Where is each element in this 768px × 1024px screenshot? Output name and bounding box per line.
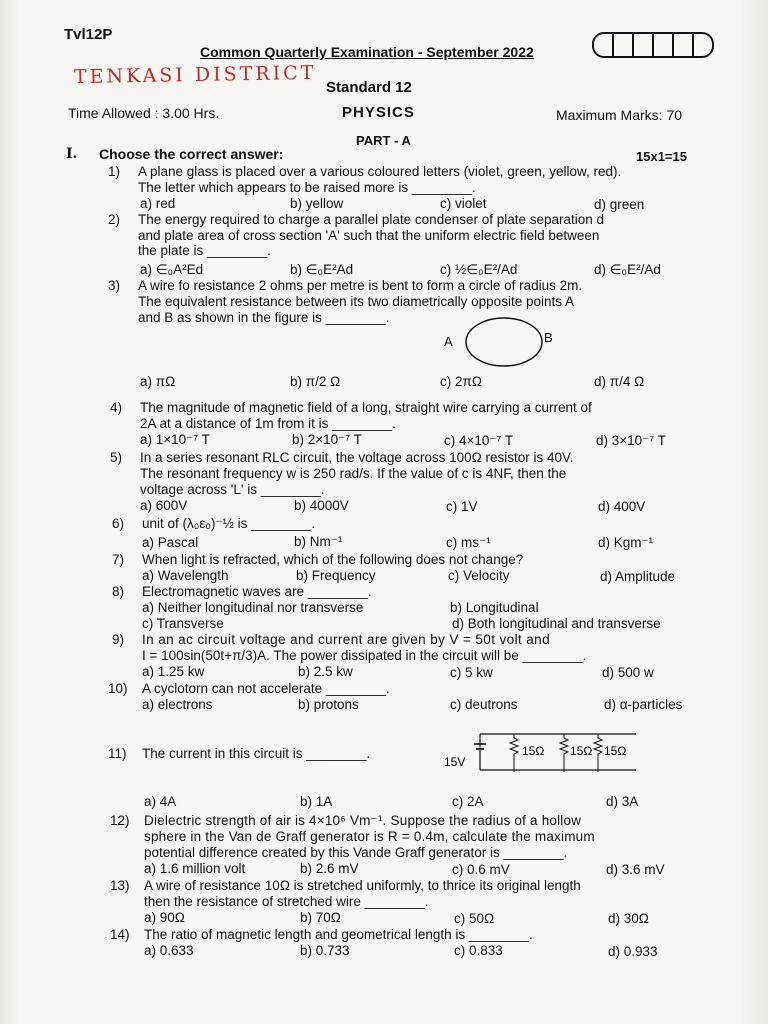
question-text-line: A wire of resistance 10Ω is stretched uniformly, to thrice its original length	[144, 878, 581, 893]
option-c: c) ms⁻¹	[446, 535, 491, 550]
option-d: d) α-particles	[604, 697, 683, 712]
option-d: d) 3A	[606, 794, 639, 809]
question-text-line: 2A at a distance of 1m from it is ________.	[140, 416, 396, 431]
option-a: a) Wavelength	[142, 568, 229, 583]
question-number: 8)	[112, 584, 125, 599]
option-b: b) yellow	[290, 196, 344, 211]
option-b: b) Nm⁻¹	[294, 534, 343, 549]
option-a: a) πΩ	[140, 374, 176, 389]
question-number: 5)	[110, 450, 123, 465]
option-a: a) Neither longitudinal nor transverse	[142, 600, 364, 615]
question-text-line: When light is refracted, which of the following does not change?	[142, 552, 524, 567]
question-text-line: I = 100sin(50t+π/3)A. The power dissipated in the circuit will be ________.	[142, 648, 587, 663]
option-c: c) 0.833	[454, 943, 503, 958]
question-text-line: The resonant frequency w is 250 rad/s. If the value of c is 4NF, then the	[140, 466, 567, 481]
resistor-label: 15Ω	[522, 744, 545, 758]
option-a: a) ∈₀A²Ed	[140, 262, 204, 277]
option-d: d) Kgm⁻¹	[598, 535, 654, 550]
option-d: d) 30Ω	[608, 911, 649, 926]
option-d: d) green	[594, 197, 645, 212]
resistor-label: 15Ω	[570, 744, 593, 758]
district-handwriting: TENKASI DISTRICT	[73, 61, 317, 89]
option-b: b) 1A	[300, 794, 333, 809]
question-text-line: The energy required to charge a parallel plate condenser of plate separation d	[138, 212, 605, 227]
question-text-line: The equivalent resistance between its two diametrically opposite points A	[138, 294, 574, 309]
option-b: b) Longitudinal	[450, 600, 539, 615]
question-number: 3)	[108, 278, 121, 293]
option-d: d) 3×10⁻⁷ T	[596, 433, 666, 448]
question-text-line: the plate is ________.	[138, 243, 271, 258]
option-c: c) Transverse	[142, 616, 224, 631]
circle-wire-figure	[440, 312, 570, 372]
question-text-line: The ratio of magnetic length and geometrical length is ________.	[144, 927, 533, 942]
question-number: 2)	[108, 212, 121, 227]
option-b: b) 2.5 kw	[298, 664, 353, 679]
part-heading: PART - A	[356, 133, 411, 148]
option-b: b) 0.733	[300, 943, 350, 958]
marks-scheme: 15x1=15	[636, 149, 687, 164]
option-c: c) 2πΩ	[440, 374, 482, 389]
question-text-line: Dielectric strength of air is 4×10⁶ Vm⁻¹. Suppose the radius of a hollow	[144, 813, 582, 828]
resistor	[510, 734, 518, 772]
option-c: c) 2A	[452, 794, 484, 809]
option-c: c) 50Ω	[454, 911, 495, 926]
option-c: c) 1V	[446, 499, 478, 514]
option-b: b) Frequency	[296, 568, 376, 583]
option-b: b) 70Ω	[300, 910, 341, 925]
question-text-line: voltage across 'L' is ________.	[140, 482, 325, 497]
resistor	[560, 734, 568, 772]
resistor	[594, 734, 602, 772]
question-text-line: and plate area of cross section 'A' such that the uniform electric field between	[138, 228, 600, 243]
option-d: d) 400V	[598, 499, 646, 514]
subject-title: PHYSICS	[342, 104, 415, 121]
option-c: c) 0.6 mV	[452, 862, 510, 877]
option-d: d) ∈₀E²/Ad	[594, 262, 661, 277]
option-d: d) π/4 Ω	[594, 374, 645, 389]
time-allowed: Time Allowed : 3.00 Hrs.	[68, 105, 220, 121]
option-b: b) 4000V	[294, 498, 349, 513]
question-text-line: The current in this circuit is ________.	[142, 746, 371, 761]
point-a-label: A	[444, 334, 453, 349]
question-number: 7)	[112, 552, 125, 567]
question-text-line: In an ac circuit voltage and current are given by V = 50t volt and	[142, 632, 550, 647]
option-d: d) 0.933	[608, 944, 658, 959]
option-a: a) electrons	[142, 697, 213, 712]
point-b-label: B	[544, 330, 553, 345]
question-number: 10)	[108, 681, 128, 696]
question-text-line: Electromagnetic waves are ________.	[142, 584, 372, 599]
question-text-line: The letter which appears to be raised more is ________.	[138, 180, 476, 195]
option-b: b) protons	[298, 697, 359, 712]
question-number: 12)	[110, 813, 130, 828]
option-a: a) 1.6 million volt	[144, 861, 246, 876]
question-text-line: unit of (λ₀ε₀)⁻½ is ________.	[142, 516, 315, 531]
option-c: c) ½∈₀E²/Ad	[440, 262, 518, 277]
question-number: 14)	[110, 927, 130, 942]
question-text-line: In a series resonant RLC circuit, the voltage across 100Ω resistor is 40V.	[140, 450, 574, 465]
option-a: a) red	[140, 196, 176, 211]
option-a: a) 90Ω	[144, 910, 185, 925]
source-label: 15V	[444, 755, 466, 769]
resistor-label: 15Ω	[604, 744, 627, 758]
paper-code: Tvl12P	[64, 26, 113, 43]
question-text-line: then the resistance of stretched wire ________.	[144, 894, 429, 909]
option-a: a) Pascal	[142, 535, 199, 550]
option-a: a) 1.25 kw	[142, 664, 205, 679]
wire-circle	[466, 318, 542, 366]
section-instruction: Choose the correct answer:	[99, 146, 284, 162]
option-c: c) deutrons	[450, 697, 518, 712]
option-c: c) violet	[440, 196, 487, 211]
question-text-line: A plane glass is placed over a various coloured letters (violet, green, yellow, red).	[138, 164, 622, 179]
option-c: c) 5 kw	[450, 665, 493, 680]
question-number: 4)	[110, 400, 123, 415]
option-a: a) 4A	[144, 794, 177, 809]
question-text-line: sphere in the Van de Graff generator is R = 0.4m, calculate the maximum	[144, 829, 595, 844]
question-text-line: potential difference created by this Vande Graff generator is ________.	[144, 845, 568, 860]
option-d: d) Both longitudinal and transverse	[452, 616, 661, 631]
option-c: c) Velocity	[448, 568, 510, 583]
option-d: d) 500 w	[602, 665, 654, 680]
question-text-line: and B as shown in the figure is ________.	[138, 310, 390, 325]
question-number: 6)	[112, 516, 125, 531]
section-number: I.	[66, 146, 78, 162]
standard-label: Standard 12	[326, 79, 412, 96]
option-c: c) 4×10⁻⁷ T	[444, 433, 514, 448]
option-a: a) 0.633	[144, 943, 194, 958]
question-number: 9)	[112, 632, 125, 647]
option-d: d) 3.6 mV	[606, 862, 665, 877]
option-a: a) 1×10⁻⁷ T	[140, 432, 210, 447]
option-b: b) ∈₀E²Ad	[290, 262, 354, 277]
question-number: 1)	[108, 164, 121, 179]
resistor-circuit-figure	[436, 722, 656, 782]
question-text-line: The magnitude of magnetic field of a long, straight wire carrying a current of	[140, 400, 592, 415]
question-number: 11)	[108, 746, 127, 761]
maximum-marks: Maximum Marks: 70	[556, 107, 683, 123]
question-text-line: A wire fo resistance 2 ohms per metre is bent to form a circle of radius 2m.	[138, 278, 583, 293]
register-number-boxes	[592, 32, 714, 58]
exam-title: Common Quarterly Examination - September 2022	[200, 44, 534, 60]
question-text-line: A cyclotorn can not accelerate ________.	[142, 681, 390, 696]
option-d: d) Amplitude	[600, 569, 676, 584]
option-a: a) 600V	[140, 498, 188, 513]
option-b: b) π/2 Ω	[290, 374, 341, 389]
question-number: 13)	[110, 878, 130, 893]
option-b: b) 2×10⁻⁷ T	[292, 432, 362, 447]
option-b: b) 2.6 mV	[300, 861, 359, 876]
